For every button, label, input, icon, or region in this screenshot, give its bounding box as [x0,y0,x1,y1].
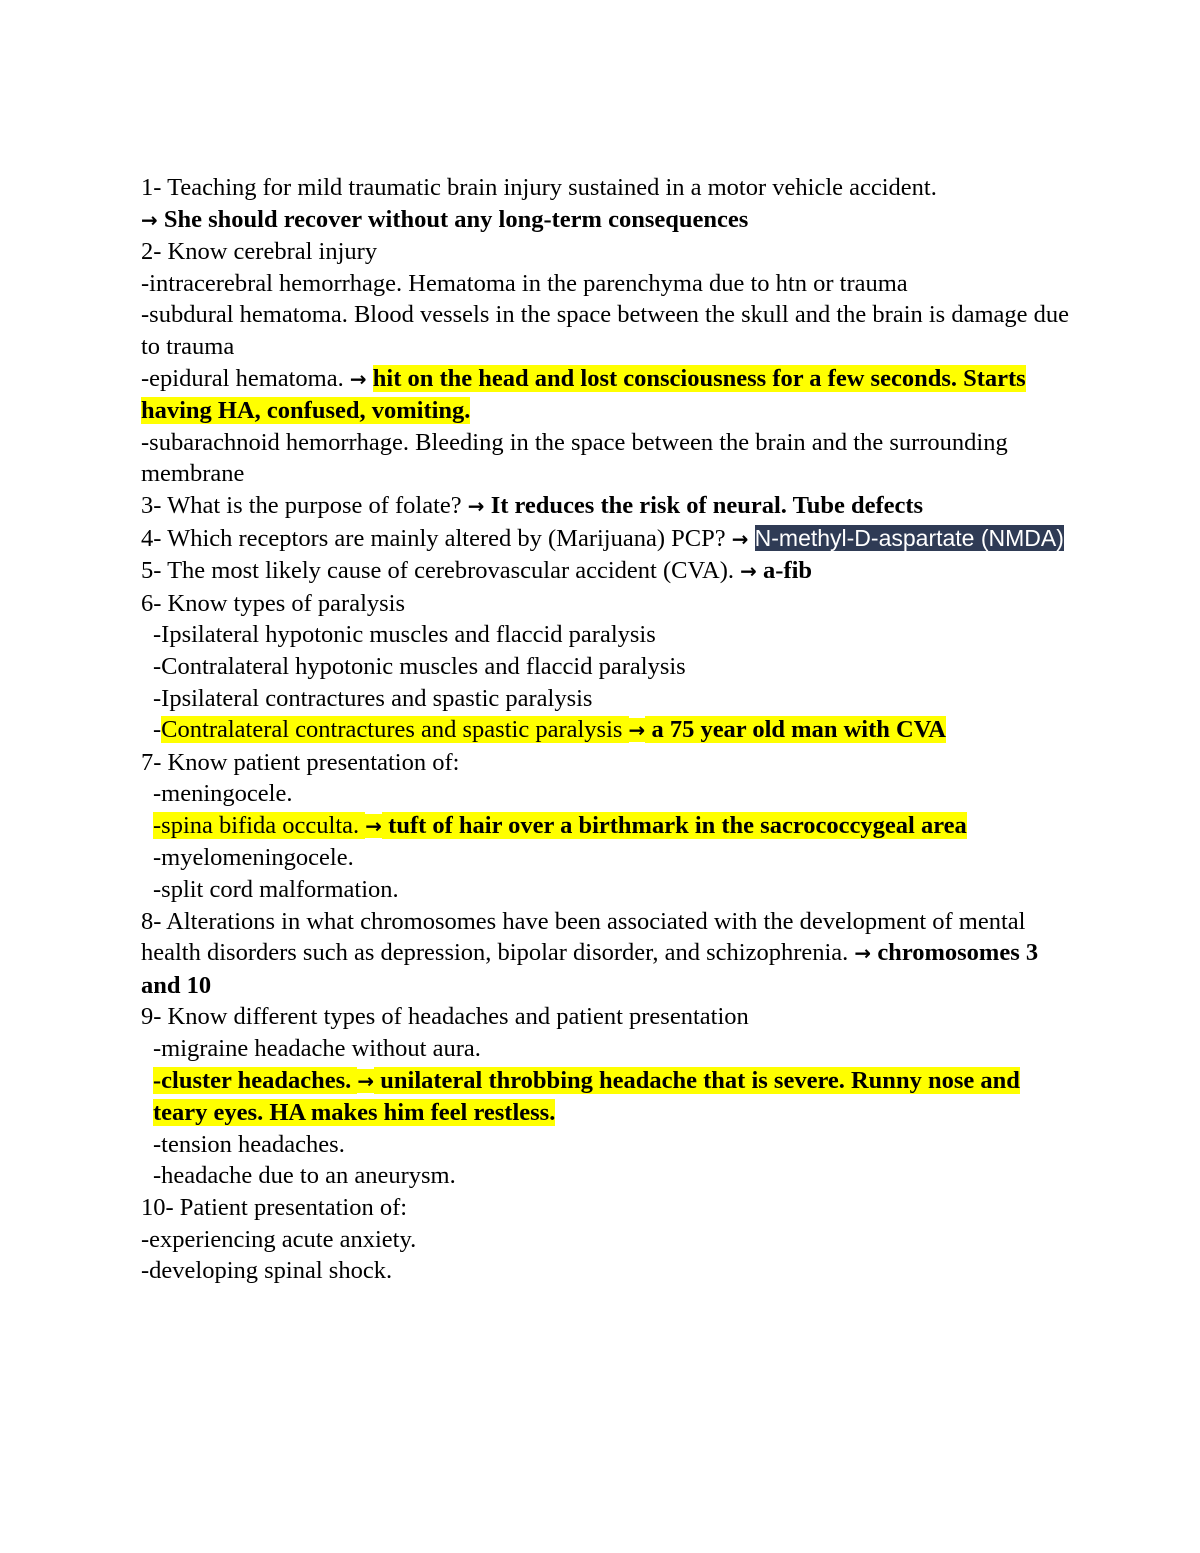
question-3: 3- What is the purpose of folate? → It reduces the risk of neural. Tube defects [141,491,924,519]
question-2-item-highlighted: -epidural hematoma. → hit on the head and lost consciousness for a few seconds. Starts having HA, confused, vomiting. [141,364,1026,425]
question-7-item-highlighted: -spina bifida occulta. → tuft of hair over a birthmark in the sacrococcygeal area [153,811,967,839]
arrow-icon: → [740,559,757,584]
highlighted-answer: tuft of hair over a birthmark in the sacrococcygeal area [388,811,967,839]
arrow-icon: → [357,1068,375,1093]
question-10-item: -developing spinal shock. [141,1257,393,1285]
arrow-icon: → [365,813,383,838]
arrow-icon: → [349,366,367,391]
arrow-icon: → [854,941,872,966]
question-6-item: -Ipsilateral hypotonic muscles and flaccid paralysis [153,621,656,649]
question-2-item: -intracerebral hemorrhage. Hematoma in the parenchyma due to htn or trauma [141,269,908,297]
answer-1-text: She should recover without any long-term consequences [163,205,749,233]
question-6-title: 6- Know types of paralysis [141,589,406,617]
highlighted-answer: unilateral throbbing headache that is severe. Runny nose and teary eyes. HA makes him feel restless. [153,1066,1020,1127]
question-4: 4- Which receptors are mainly altered by (Marijuana) PCP? → N-methyl-D-aspartate (NMDA) [141,524,1064,552]
document-page [141,172,1071,1287]
question-7-title: 7- Know patient presentation of: [141,748,460,776]
question-2-title: 2- Know cerebral injury [141,238,378,266]
answer-8-text: chromosomes 3 and 10 [141,939,1039,999]
question-7-item: -meningocele. [153,780,293,808]
arrow-icon: → [141,207,158,232]
arrow-icon: → [628,718,646,743]
question-10-title: 10- Patient presentation of: [141,1194,408,1221]
question-8: 8- Alterations in what chromosomes have been associated with the development of mental health disorders such as depression, bipolar disorder, and schizophrenia. → chromosomes 3 and 10 [141,907,1039,999]
question-9-item: -migraine headache without aura. [153,1035,481,1063]
question-9-title: 9- Know different types of headaches and patient presentation [141,1003,749,1031]
question-7-item: -myelomeningocele. [153,844,354,872]
arrow-icon: → [731,526,749,551]
answer-1 [141,204,1071,237]
question-6-item: -Ipsilateral contractures and spastic paralysis [153,684,593,712]
highlighted-answer: hit on the head and lost consciousness for a few seconds. Starts having HA, confused, vomiting. [141,364,1026,425]
question-1 [141,172,1071,204]
answer-3-text: It reduces the risk of neural. Tube defects [490,491,924,519]
arrow-icon: → [467,493,485,518]
answer-5-text: a-fib [763,557,813,585]
item-label: epidural hematoma. [149,364,350,392]
question-6-item-highlighted: -Contralateral contractures and spastic paralysis → a 75 year old man with CVA [153,716,946,744]
question-2-item: -subarachnoid hemorrhage. Bleeding in the space between the brain and the surrounding membrane [141,428,1008,488]
question-7-item: -split cord malformation. [153,876,399,904]
question-2-item: -subdural hematoma. Blood vessels in the space between the skull and the brain is damage due to trauma [141,301,1070,360]
question-9-item-highlighted: -cluster headaches. → unilateral throbbing headache that is severe. Runny nose and teary eyes. HA makes him feel restless. [153,1066,1020,1127]
question-6-item: -Contralateral hypotonic muscles and flaccid paralysis [153,652,686,680]
highlighted-answer: a 75 year old man with CVA [651,716,946,744]
question-1-text: 1- Teaching for mild traumatic brain injury sustained in a motor vehicle accident. [141,174,937,201]
question-5: 5- The most likely cause of cerebrovascular accident (CVA). → a-fib [141,557,813,585]
question-9-item: -tension headaches. [153,1130,345,1158]
question-9-item: -headache due to an aneurysm. [153,1162,456,1190]
question-10-item: -experiencing acute anxiety. [141,1225,417,1253]
selected-answer: N-methyl-D-aspartate (NMDA) [754,524,1064,551]
